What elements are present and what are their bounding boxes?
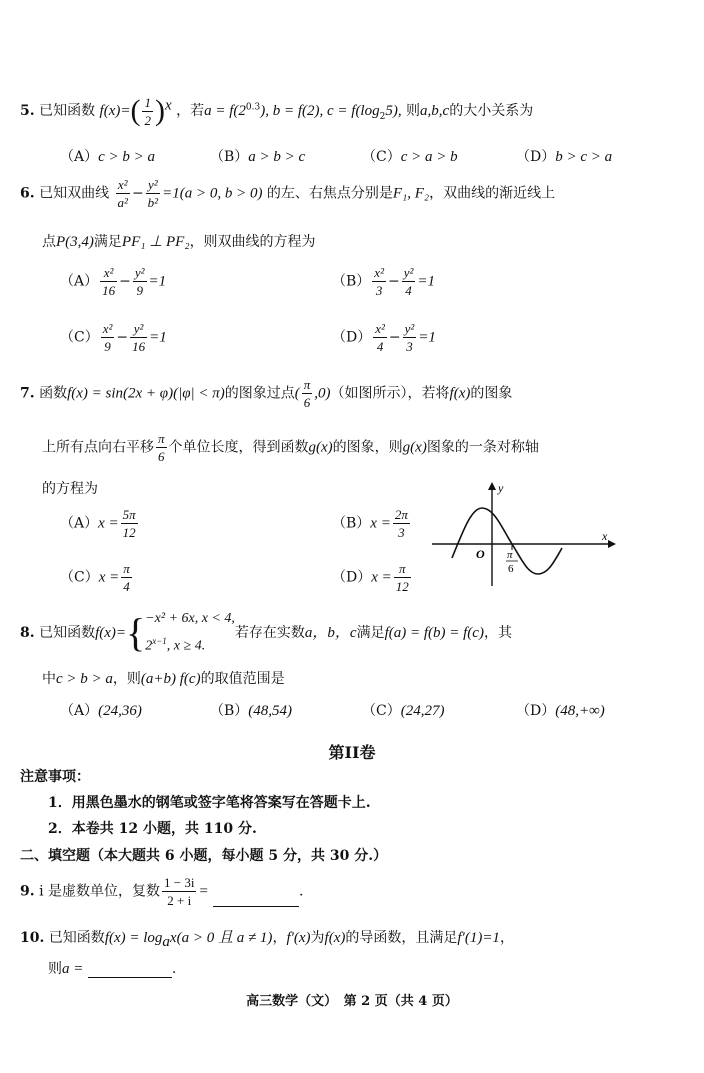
q5-stem: 5. 已知函数 f(x)=( $\frac{1}{2}$ )$^x$ ，若$a = f(2^{0.3})$, b = f(2), $c = f(\log_25)$, 则a,b,c的大小关系为 <box>20 94 534 128</box>
q10-stem: 10. 已知函数$f(x) = \log_ax(a > 0$ 且 a ≠ 1)，f′(x)为f(x)的导函数，且满足f′(1)=1， <box>20 930 514 950</box>
q5-option-d: （D）b > c > a <box>516 149 613 165</box>
tick-label-numerator: π <box>507 549 513 561</box>
q7-stem: 7. 函数f(x) = sin(2x + φ)(|φ| < π)的图象过点( $\frac{\pi}{6}$ ,0)（如图所示），若将f(x)的图象 <box>20 377 513 410</box>
part2-title: 第II卷 <box>328 743 376 762</box>
q5-option-a: （A）c > b > a <box>60 149 156 165</box>
q8-stem-line2: 中c > b > a，则(a+b) f(c)的取值范围是 <box>42 671 285 687</box>
section-fill-in-title: 二、填空题（本大题共 6 小题，每小题 5 分，共 30 分.） <box>20 848 388 864</box>
q9-stem: 9. i 是虚数单位，复数 $\frac{1 - 3i}{2 + i}$ = . <box>20 875 304 908</box>
q7-stem-line3: 的方程为 <box>42 481 98 497</box>
note-2: 2．本卷共 12 小题，共 110 分. <box>48 821 257 837</box>
q6-option-a: （A） $\frac{\text{x²}}{16}$ − $\frac{\text{y²}}{9}$ =1 <box>60 265 167 298</box>
y-axis-arrow <box>488 482 496 490</box>
x-axis-label: x <box>602 529 608 543</box>
q9-answer-blank[interactable] <box>213 892 299 907</box>
q6-stem: 6. 已知双曲线 $\frac{\text{x²}}{\text{a²}}$ − $\frac{\text{y²}}{\text{b²}}$ =1(a > 0, b > 0) 的左、右焦点分别是F₁, F₂，双曲线的渐近线上 <box>20 177 556 210</box>
q7-option-c: （C）x = $\frac{\pi}{4}$ <box>60 561 130 594</box>
page-footer: 高三数学（文） 第 2 页（共 4 页） <box>246 994 458 1009</box>
q7-sine-graph <box>430 478 620 588</box>
q6-stem-line2: 点P(3,4)满足PF₁ ⊥ PF₂，则双曲线的方程为 <box>42 234 316 250</box>
q7-option-d: （D）x = $\frac{\pi}{12}$ <box>332 561 409 594</box>
q7-option-b: （B）x = $\frac{2\pi}{3}$ <box>332 507 408 540</box>
q6-option-b: （B） $\frac{\text{x²}}{3}$ − $\frac{\text{y²}}{4}$ =1 <box>332 265 435 298</box>
sine-curve <box>452 508 562 574</box>
origin-label: O <box>476 547 485 561</box>
q5-option-b: （B）a > b > c <box>210 149 306 165</box>
x-axis-arrow <box>608 540 616 548</box>
q5-option-c: （C）c > a > b <box>362 149 458 165</box>
tick-label-denominator: 6 <box>508 563 514 575</box>
q5-number: 5. <box>20 103 35 119</box>
q10-stem-line2: 则a = . <box>48 961 177 977</box>
y-axis-label: y <box>498 481 504 495</box>
q10-answer-blank[interactable] <box>88 963 172 978</box>
q5-base-fraction: $\frac{1}{2}$ <box>144 94 151 128</box>
q8-option-a: （A）(24,36) <box>60 703 142 719</box>
q7-option-a: （A）x = $\frac{5\pi}{12}$ <box>60 507 136 540</box>
notes-title: 注意事项： <box>20 769 90 785</box>
note-1: 1．用黑色墨水的钢笔或签字笔将答案写在答题卡上. <box>48 795 371 811</box>
q8-option-d: （D）(48,+∞) <box>516 703 605 719</box>
q8-option-b: （B）(48,54) <box>210 703 293 719</box>
q8-option-c: （C）(24,27) <box>362 703 445 719</box>
q6-option-c: （C） $\frac{\text{x²}}{9}$ − $\frac{\text{y²}}{16}$ =1 <box>60 321 167 354</box>
q6-option-d: （D） $\frac{\text{x²}}{4}$ − $\frac{\text{y²}}{3}$ =1 <box>332 321 436 354</box>
q7-stem-line2: 上所有点向右平移 $\frac{\pi}{6}$ 个单位长度，得到函数g(x)的图象，则g(x)图象的一条对称轴 <box>42 431 539 464</box>
q8-stem: 8. 已知函数f(x)={−x² + 6x, x < 4, $2^{x-1}$, x ≥ 4.若存在实数a，b，c满足f(a) = f(b) = f(c)，其 <box>20 609 512 655</box>
